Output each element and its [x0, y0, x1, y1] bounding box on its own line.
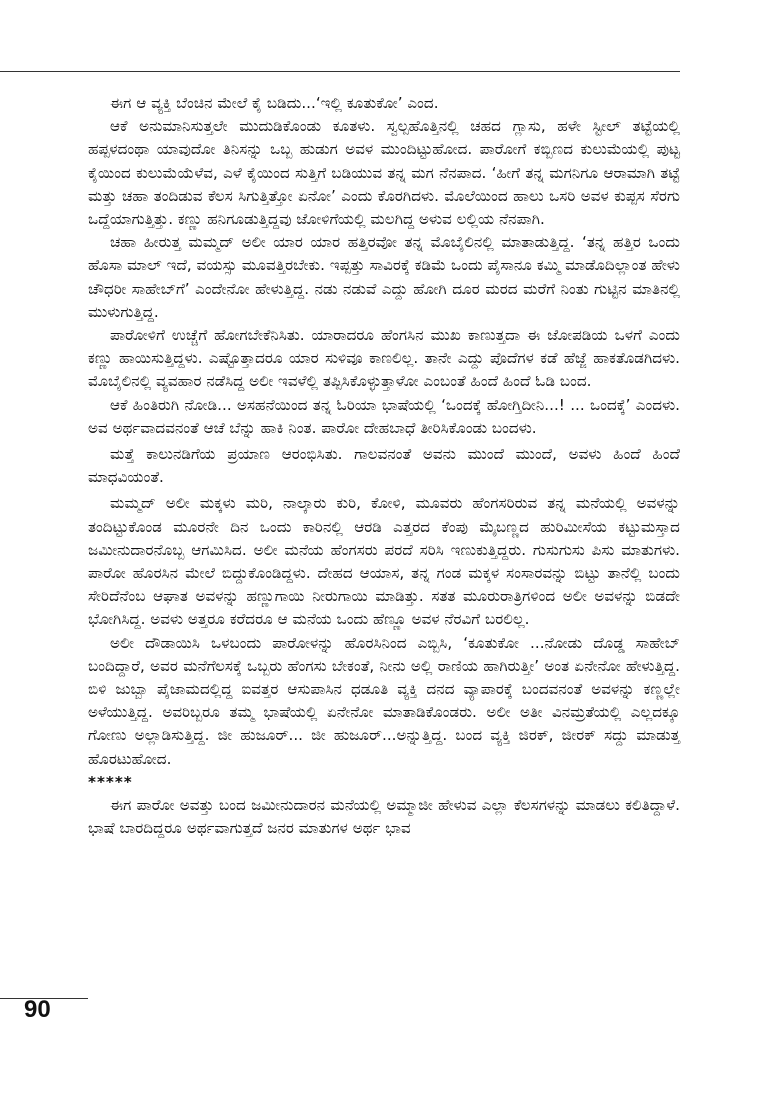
- paragraph: ಮಮ್ಮದ್ ಅಲೀ ಮಕ್ಕಳು ಮರಿ, ನಾಲ್ಕಾರು ಕುರಿ, ಕೋಳಿ, ಮೂವರು ಹೆಂಗಸರಿರುವ ತನ್ನ ಮನೆಯಲ್ಲಿ ಅವಳನ್ನು ತಂದಿಟ್ಟುಕೊಂಡ ಮೂರನೇ ದಿನ ಒಂದು ಕಾರಿನಲ್ಲಿ ಆರಡಿ ಎತ್ತರದ ಕೆಂಪು ಮೈಬಣ್ಣದ ಹುರಿಮೀಸೆಯ ಕಟ್ಟುಮಸ್ತಾದ ಜಮೀನುದಾರನೊಬ್ಬ ಆಗಮಿಸಿದ. ಅಲೀ ಮನೆಯ ಹೆಂಗಸರು ಪರದೆ ಸರಿಸಿ ಇಣುಕುತ್ತಿದ್ದರು. ಗುಸುಗುಸು ಪಿಸು ಮಾತುಗಳು. ಪಾರೋ ಹೊರಸಿನ ಮೇಲೆ ಬಿದ್ದುಕೊಂಡಿದ್ದಳು. ದೇಹದ ಆಯಾಸ, ತನ್ನ ಗಂಡ ಮಕ್ಕಳ ಸಂಸಾರವನ್ನು ಬಿಟ್ಟು ತಾನೆಲ್ಲಿ ಬಂದು ಸೇರಿದೆನೆಂಬ ಆಘಾತ ಅವಳನ್ನು ಹಣ್ಣುಗಾಯಿ ನೀರುಗಾಯಿ ಮಾಡಿತ್ತು. ಸತತ ಮೂರುರಾತ್ರಿಗಳಿಂದ ಅಲೀ ಅವಳನ್ನು ಬಿಡದೇ ಭೋಗಿಸಿದ್ದ. ಅವಳು ಅತ್ತರೂ ಕರೆದರೂ ಆ ಮನೆಯ ಒಂದು ಹೆಣ್ಣೂ ಅವಳ ನೆರವಿಗೆ ಬರಲಿಲ್ಲ.: [88, 494, 680, 629]
- paragraph: ಅಲೀ ದೌಡಾಯಿಸಿ ಒಳಬಂದು ಪಾರೋಳನ್ನು ಹೊರಸಿನಿಂದ ಎಬ್ಬಿಸಿ, ‘ಕೂತುಕೋ ...ನೋಡು ದೊಡ್ಡ ಸಾಹೇಬ್ ಬಂದಿದ್ದಾರೆ, ಅವರ ಮನೆಗೆಲಸಕ್ಕೆ ಒಬ್ಬರು ಹೆಂಗಸು ಬೇಕಂತೆ, ನೀನು ಅಲ್ಲಿ ರಾಣಿಯ ಹಾಗಿರುತ್ತೀ’ ಅಂತ ಏನೇನೋ ಹೇಳುತ್ತಿದ್ದ. ಬಿಳಿ ಜುಬ್ಬಾ ಪೈಜಾಮದಲ್ಲಿದ್ದ ಐವತ್ತರ ಆಸುಪಾಸಿನ ಧಡೂತಿ ವ್ಯಕ್ತಿ ದನದ ವ್ಯಾಪಾರಕ್ಕೆ ಬಂದವನಂತೆ ಅವಳನ್ನು ಕಣ್ಣಲ್ಲೇ ಅಳೆಯುತ್ತಿದ್ದ. ಅವರಿಬ್ಬರೂ ತಮ್ಮ ಭಾಷೆಯಲ್ಲಿ ಏನೇನೋ ಮಾತಾಡಿಕೊಂಡರು. ಅಲೀ ಅತೀ ವಿನಮ್ರತೆಯಲ್ಲಿ ಎಲ್ಲದಕ್ಕೂ ಗೋಣು ಅಲ್ಲಾಡಿಸುತ್ತಿದ್ದ. ಜೀ ಹುಜೂರ್... ಜೀ ಹುಜೂರ್...ಅನ್ನುತ್ತಿದ್ದ. ಬಂದ ವ್ಯಕ್ತಿ ಜಿರಕ್, ಜೀರಕ್ ಸದ್ದು ಮಾಡುತ್ತ ಹೊರಟುಹೋದ.: [88, 633, 680, 768]
- paragraph: ಆಕೆ ಹಿಂತಿರುಗಿ ನೋಡಿ... ಅಸಹನೆಯಿಂದ ತನ್ನ ಓರಿಯಾ ಭಾಷೆಯಲ್ಲಿ ‘ಒಂದಕ್ಕೆ ಹೋಗ್ತಿದೀನಿ...! ... ಒಂದಕ್ಕೆ’ ಎಂದಳು. ಅವ ಅರ್ಥವಾದವನಂತೆ ಆಚೆ ಬೆನ್ನು ಹಾಕಿ ನಿಂತ. ಪಾರೋ ದೇಹಬಾಧೆ ತೀರಿಸಿಕೊಂಡು ಬಂದಳು.: [88, 395, 680, 437]
- paragraph: ಪಾರೋಳಿಗೆ ಉಚ್ಚೆಗೆ ಹೋಗಬೇಕೆನಿಸಿತು. ಯಾರಾದರೂ ಹೆಂಗಸಿನ ಮುಖ ಕಾಣುತ್ತದಾ ಈ ಜೋಪಡಿಯ ಒಳಗೆ ಎಂದು ಕಣ್ಣು ಹಾಯಿಸುತ್ತಿದ್ದಳು. ಎಷ್ಟೊತ್ತಾದರೂ ಯಾರ ಸುಳಿವೂ ಕಾಣಲಿಲ್ಲ. ತಾನೇ ಎದ್ದು ಪೊದೆಗಳ ಕಡೆ ಹೆಜ್ಜೆ ಹಾಕತೊಡಗಿದಳು. ಮೊಬೈಲಿನಲ್ಲಿ ವ್ಯವಹಾರ ನಡೆಸಿದ್ದ ಅಲೀ ಇವಳೆಲ್ಲಿ ತಪ್ಪಿಸಿಕೊಳ್ಳುತ್ತಾಳೋ ಎಂಬಂತೆ ಹಿಂದೆ ಹಿಂದೆ ಓಡಿ ಬಂದ.: [88, 326, 680, 391]
- top-rule: [0, 71, 680, 72]
- paragraph: ಈಗ ಪಾರೋ ಅವತ್ತು ಬಂದ ಜಮೀನುದಾರನ ಮನೆಯಲ್ಲಿ ಅಮ್ಮಾಜೀ ಹೇಳುವ ಎಲ್ಲಾ ಕೆಲಸಗಳನ್ನು ಮಾಡಲು ಕಲಿತಿದ್ದಾಳೆ. ಭಾಷೆ ಬಾರದಿದ್ದರೂ ಅರ್ಥವಾಗುತ್ತದೆ ಜನರ ಮಾತುಗಳ ಅರ್ಥ ಭಾವ: [88, 796, 680, 838]
- paragraph: ಈಗ ಆ ವ್ಯಕ್ತಿ ಬೆಂಚಿನ ಮೇಲೆ ಕೈ ಬಡಿದು...‘ಇಲ್ಲಿ ಕೂತುಕೋ’ ಎಂದ.: [110, 94, 439, 112]
- page-number: 90: [24, 996, 51, 1023]
- body-text: [88, 92, 680, 841]
- paragraph: ಚಹಾ ಹೀರುತ್ತ ಮಮ್ಮದ್ ಅಲೀ ಯಾರ ಯಾರ ಹತ್ತಿರವೋ ತನ್ನ ಮೊಬೈಲಿನಲ್ಲಿ ಮಾತಾಡುತ್ತಿದ್ದ. ‘ತನ್ನ ಹತ್ತಿರ ಒಂದು ಹೊಸಾ ಮಾಲ್ ಇದೆ, ವಯಸ್ಸು ಮೂವತ್ತಿರಬೇಕು. ಇಪ್ಪತ್ತು ಸಾವಿರಕ್ಕೆ ಕಡಿಮೆ ಒಂದು ಪೈಸಾನೂ ಕಮ್ಮಿ ಮಾಡೊದಿಲ್ಲಾಂತ ಹೇಳು ಚೌಧರೀ ಸಾಹೇಬ್‌ಗೆ’ ಎಂದೇನೋ ಹೇಳುತ್ತಿದ್ದ. ನಡು ನಡುವೆ ಎದ್ದು ಹೋಗಿ ದೂರ ಮರದ ಮರೆಗೆ ನಿಂತು ಗುಟ್ಟಿನ ಮಾತಿನಲ್ಲಿ ಮುಳುಗುತ್ತಿದ್ದ.: [88, 233, 680, 321]
- paragraph: ಮತ್ತೆ ಕಾಲುನಡಿಗೆಯ ಪ್ರಯಾಣ ಆರಂಭಿಸಿತು. ಗಾಲವನಂತೆ ಅವನು ಮುಂದೆ ಮುಂದೆ, ಅವಳು ಹಿಂದೆ ಹಿಂದೆ ಮಾಧವಿಯಂತೆ.: [88, 445, 680, 487]
- paragraph: ಆಕೆ ಅನುಮಾನಿಸುತ್ತಲೇ ಮುದುಡಿಕೊಂಡು ಕೂತಳು. ಸ್ವಲ್ಪಹೊತ್ತಿನಲ್ಲಿ ಚಹದ ಗ್ಲಾಸು, ಹಳೇ ಸ್ಟೀಲ್ ತಟ್ಟೆಯಲ್ಲಿ ಹಪ್ಪಳದಂಥಾ ಯಾವುದೋ ತಿನಿಸನ್ನು ಒಬ್ಬ ಹುಡುಗ ಅವಳ ಮುಂದಿಟ್ಟುಹೋದ. ಪಾರೋಗೆ ಕಬ್ಬಿಣದ ಕುಲುಮೆಯಲ್ಲಿ ಪುಟ್ಟ ಕೈಯಿಂದ ಕುಲುಮೆಯೆಳೆವ, ಎಳೆ ಕೈಯಿಂದ ಸುತ್ತಿಗೆ ಬಡಿಯುವ ತನ್ನ ಮಗ ನೆನಪಾದ. ‘ಹೀಗೆ ತನ್ನ ಮಗನಿಗೂ ಆರಾಮಾಗಿ ತಟ್ಟೆ ಮತ್ತು ಚಹಾ ತಂದಿಡುವ ಕೆಲಸ ಸಿಗುತ್ತಿತ್ತೋ ಏನೋ’ ಎಂದು ಕೊರಗಿದಳು. ಮೊಲೆಯಿಂದ ಹಾಲು ಒಸರಿ ಅವಳ ಕುಪ್ಪಸ ಸೆರಗು ಒದ್ದೆಯಾಗುತ್ತಿತ್ತು. ಕಣ್ಣು ಹನಿಗೂಡುತ್ತಿದ್ದವು ಜೋಳಿಗೆಯಲ್ಲಿ ಮಲಗಿದ್ದ ಅಳುವ ಲಲ್ಲಿಯ ನೆನಪಾಗಿ.: [88, 117, 680, 229]
- section-separator: *****: [88, 772, 133, 791]
